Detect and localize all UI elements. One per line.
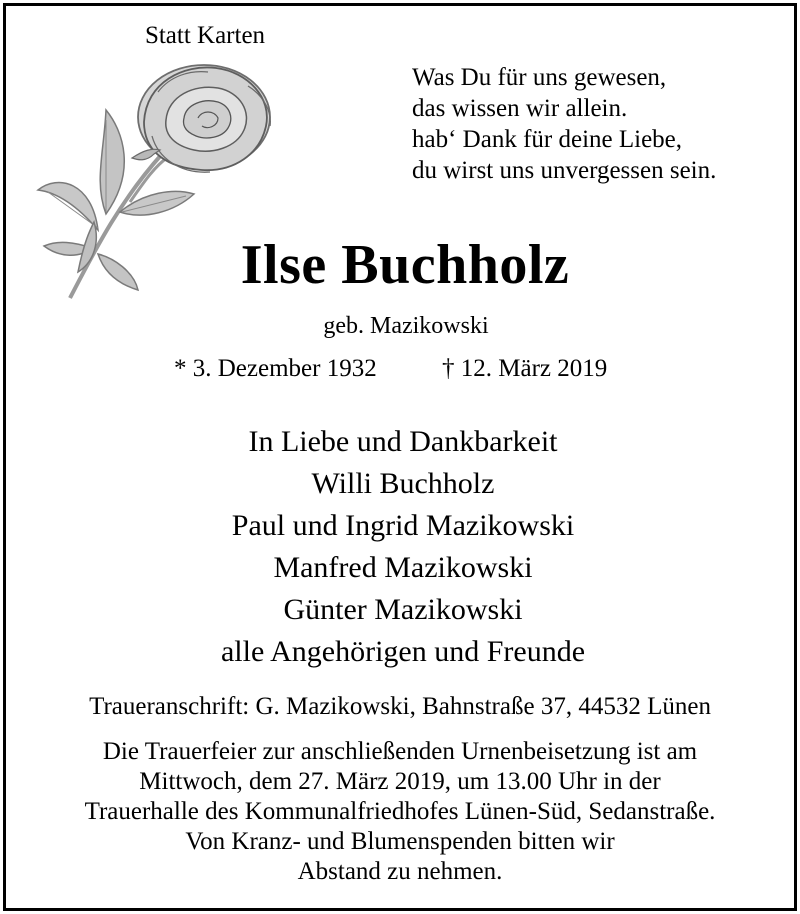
statt-karten-label: Statt Karten bbox=[144, 22, 266, 49]
notice-line-2: Mittwoch, dem 27. März 2019, um 13.00 Uhr in der bbox=[139, 768, 661, 795]
mourning-address: Traueranschrift: G. Mazikowski, Bahnstraße 37, 44532 Lünen bbox=[89, 693, 711, 720]
deceased-name: Ilse Buchholz bbox=[240, 234, 570, 296]
mourners-line-4: Manfred Mazikowski bbox=[273, 551, 533, 584]
mourners-line-3: Paul und Ingrid Mazikowski bbox=[231, 509, 575, 542]
mourners-line-2: Willi Buchholz bbox=[311, 467, 495, 500]
death-date: † 12. März 2019 bbox=[442, 355, 608, 382]
mourners-line-1: In Liebe und Dankbarkeit bbox=[248, 425, 558, 458]
notice-line-4: Von Kranz- und Blumenspenden bitten wir bbox=[185, 828, 615, 855]
verse-line-2: das wissen wir allein. bbox=[412, 95, 628, 122]
verse-line-1: Was Du für uns gewesen, bbox=[412, 64, 667, 91]
verse-line-4: du wirst uns unvergessen sein. bbox=[412, 157, 717, 184]
notice-line-1: Die Trauerfeier zur anschließenden Urnenbeisetzung ist am bbox=[102, 738, 698, 765]
mourners-line-5: Günter Mazikowski bbox=[283, 593, 523, 626]
verse-line-3: hab‘ Dank für deine Liebe, bbox=[412, 126, 683, 153]
funeral-notice bbox=[0, 737, 800, 887]
mourners-list bbox=[0, 421, 800, 673]
notice-line-5: Abstand zu nehmen. bbox=[297, 858, 503, 885]
mourners-line-6: alle Angehörigen und Freunde bbox=[220, 635, 586, 668]
notice-line-3: Trauerhalle des Kommunalfriedhofes Lünen-Süd, Sedanstraße. bbox=[84, 798, 716, 825]
born-name: geb. Mazikowski bbox=[323, 313, 489, 339]
birth-date: * 3. Dezember 1932 bbox=[174, 355, 377, 382]
memorial-verse bbox=[412, 62, 716, 186]
